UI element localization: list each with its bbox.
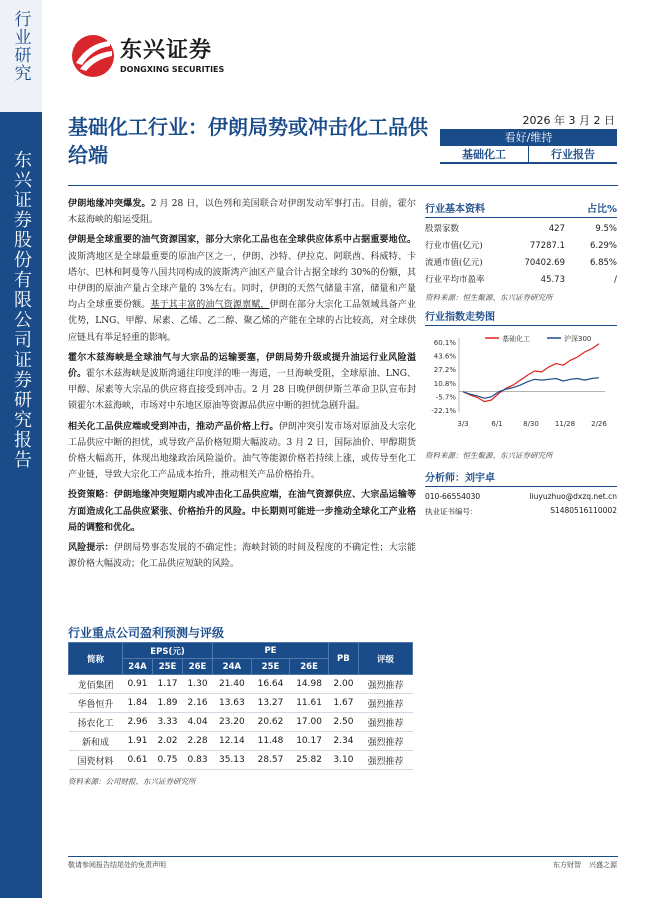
stats-row <box>425 221 617 238</box>
risk-label: 风险提示： <box>68 543 114 554</box>
x-tick-label: 2/26 <box>591 420 607 428</box>
stats-k: 行业平均市盈率 <box>425 275 485 285</box>
report-info-box <box>440 111 617 164</box>
col-year: 26E <box>183 659 213 675</box>
stats-k: 行业市值(亿元) <box>425 241 483 251</box>
table-cell: 23.20 <box>213 713 252 732</box>
series-line <box>463 344 599 402</box>
table-cell: 2.96 <box>122 713 152 732</box>
company-rating: 强烈推荐 <box>358 694 412 713</box>
company-name: 扬农化工 <box>69 713 123 732</box>
company-name: 国瓷材料 <box>69 751 123 770</box>
stats-v1: 45.73 <box>540 275 565 285</box>
paragraph-4-text: 伊朗冲突引发市场对原油及大宗化工品供应中断的担忧，或导致产品价格短期大幅波动。3 月 2 日，国际油价、甲醇期货价格大幅高开，体现出地缘政治风险溢价。油气等能源价格若持续上涨，或传导至化工产业链，导致大宗化工产品成本抬升，推动相关产品价格抬升。 <box>68 421 416 481</box>
stats-row <box>425 238 617 255</box>
paragraph-2-lead: 伊朗是全球重要的油气资源国家，部分大宗化工品也在全球供应体系中占据重要地位。 <box>68 235 416 246</box>
table-cell: 13.27 <box>251 694 290 713</box>
company-logo <box>70 33 225 79</box>
company-name: 华鲁恒升 <box>69 694 123 713</box>
x-tick-label: 11/28 <box>554 420 576 428</box>
table-row <box>69 751 413 770</box>
report-date: 2026 年 3 月 2 日 <box>522 114 615 127</box>
footer-divider <box>68 856 618 857</box>
company-rating: 强烈推荐 <box>358 675 412 694</box>
company-name: 龙佰集团 <box>69 675 123 694</box>
stats-v2: 9.5% <box>595 224 617 234</box>
y-tick-label: 27.2% <box>433 366 456 375</box>
table-cell: 1.84 <box>122 694 152 713</box>
table-cell: 0.91 <box>122 675 152 694</box>
paragraph-1-text: 2 月 28 日，以色列和美国联合对伊朗发动军事打击。目前，霍尔木兹海峡的船运受阻。 <box>68 199 416 226</box>
y-tick-label: -5.7% <box>435 393 456 402</box>
stats-k: 股票家数 <box>425 224 460 234</box>
table-cell: 2.00 <box>328 675 358 694</box>
col-year: 25E <box>251 659 290 675</box>
industry-stats <box>425 200 617 303</box>
stats-v2: / <box>614 275 617 285</box>
table-row <box>69 694 413 713</box>
table-cell: 3.33 <box>153 713 183 732</box>
paragraph-2-underline: 基于其丰富的油气资源禀赋， <box>150 300 270 311</box>
table-cell: 0.61 <box>122 751 152 770</box>
stats-col-header: 占比% <box>586 204 617 215</box>
col-year: 26E <box>290 659 329 675</box>
table-cell: 1.30 <box>183 675 213 694</box>
table-cell: 2.02 <box>153 732 183 751</box>
legend-label: 沪深300 <box>564 335 592 343</box>
paragraph-2 <box>68 232 416 345</box>
table-cell: 2.50 <box>328 713 358 732</box>
y-tick-label: -22.1% <box>431 407 456 415</box>
col-name: 简称 <box>69 643 123 675</box>
company-forecast-table <box>68 642 413 770</box>
paragraph-3-text: 霍尔木兹海峡是波斯湾通往印度洋的唯一海道，一旦海峡受阻，全球原油、LNG、甲醇、尿素等大宗品的供应将直接受到冲击。2 月 28 日晚伊朗伊斯兰革命卫队宣布封锁霍尔木兹海峡，市场对中东地区原油等资源品供应中断的担忧急剧升温。 <box>68 369 416 412</box>
company-rating: 强烈推荐 <box>358 751 412 770</box>
table-row <box>69 675 413 694</box>
analyst-box <box>425 450 617 517</box>
table-cell: 14.98 <box>290 675 329 694</box>
table-cell: 11.48 <box>251 732 290 751</box>
analyst-cert: S1480516110002 <box>550 506 617 515</box>
col-rating: 评级 <box>358 643 412 675</box>
table-cell: 13.63 <box>213 694 252 713</box>
rating-badge: 看好/维持 <box>440 129 617 146</box>
table-cell: 11.61 <box>290 694 329 713</box>
analyst-email[interactable]: liuyuzhuo@dxzq.net.cn <box>529 492 617 501</box>
stats-k: 流通市值(亿元) <box>425 258 483 268</box>
table-cell: 3.10 <box>328 751 358 770</box>
paragraph-5 <box>68 487 416 536</box>
industry-label: 基础化工 <box>462 148 506 161</box>
footer-slogan-1: 东方财智 <box>553 861 581 869</box>
footer-slogan-2: 兴盛之源 <box>589 861 617 869</box>
table-cell: 2.28 <box>183 732 213 751</box>
table-cell: 0.83 <box>183 751 213 770</box>
sidebar-company: 东兴证券股份有限公司证券研究报告 <box>11 150 32 470</box>
table-cell: 1.91 <box>122 732 152 751</box>
paragraph-1-lead: 伊朗地缘冲突爆发。 <box>68 199 151 209</box>
series-line <box>463 378 599 399</box>
paragraph-2-tail: 伊朗在部分大宗化工品领域具备产业优势，LNG、甲醇、尿素、乙烯、乙二醇、聚乙烯的产能在全球的占比较高，对全球供应链具有举足轻重的影响。 <box>68 300 416 343</box>
investment-strategy: 投资策略：伊朗地缘冲突短期内或冲击化工品供应端，在油气资源供应、大宗品运输等方面造成化工品供应紧张、价格抬升的风险。中长期则可能进一步推动全球化工产业格局的调整和优化。 <box>68 490 416 533</box>
table-row <box>69 732 413 751</box>
stats-v1: 70402.69 <box>524 258 565 268</box>
y-tick-label: 43.6% <box>433 352 456 361</box>
paragraph-3-lead: 霍尔木兹海峡是全球油气与大宗品的运输要塞，伊朗局势升级或提升油运行业风险溢价。 <box>68 352 416 380</box>
index-trend-chart <box>425 328 617 448</box>
x-tick-label: 8/30 <box>523 420 539 428</box>
table-source: 资料来源：公司财报、东兴证券研究所 <box>68 777 196 786</box>
paragraph-1 <box>68 196 416 228</box>
table-cell: 12.14 <box>213 732 252 751</box>
stats-v1: 427 <box>548 224 565 234</box>
footer-slogan <box>500 860 617 870</box>
header-divider <box>68 185 618 186</box>
table-cell: 1.67 <box>328 694 358 713</box>
footer-disclaimer: 敬请参阅报告结尾处的免责声明 <box>68 861 166 869</box>
x-tick-label: 6/1 <box>491 420 503 428</box>
logo-text-en: DONGXING SECURITIES <box>120 65 225 74</box>
col-year: 24A <box>213 659 252 675</box>
table-cell: 35.13 <box>213 751 252 770</box>
table-cell: 28.57 <box>251 751 290 770</box>
col-pb: PB <box>328 643 358 675</box>
analyst-cert-label: 执业证书编号： <box>425 507 478 516</box>
table-cell: 0.75 <box>153 751 183 770</box>
analyst-phone: 010-66554030 <box>425 492 481 501</box>
col-year: 24A <box>122 659 152 675</box>
y-tick-label: 10.8% <box>433 379 456 388</box>
table-title: 行业重点公司盈利预测与评级 <box>68 626 225 640</box>
company-rating: 强烈推荐 <box>358 732 412 751</box>
table-cell: 1.89 <box>153 694 183 713</box>
table-cell: 21.40 <box>213 675 252 694</box>
chart-title: 行业指数走势图 <box>425 308 617 326</box>
legend-label: 基础化工 <box>502 335 530 343</box>
y-tick-label: 60.1% <box>433 339 456 347</box>
table-cell: 17.00 <box>290 713 329 732</box>
col-year: 25E <box>153 659 183 675</box>
chart-source: 资料来源：恒生聚源、东兴证券研究所 <box>425 451 553 460</box>
analyst-name: 分析师：刘宇卓 <box>425 469 617 487</box>
stats-row <box>425 255 617 272</box>
company-rating: 强烈推荐 <box>358 713 412 732</box>
table-row <box>69 713 413 732</box>
company-name: 新和成 <box>69 732 123 751</box>
stats-v2: 6.85% <box>589 258 617 268</box>
report-title: 基础化工行业：伊朗局势或冲击化工品供给端 <box>68 115 428 167</box>
paragraph-6 <box>68 540 416 572</box>
logo-text-cn: 东兴证券 <box>120 38 213 63</box>
col-eps: EPS(元) <box>122 643 212 659</box>
table-cell: 2.34 <box>328 732 358 751</box>
table-cell: 25.82 <box>290 751 329 770</box>
report-body <box>68 196 416 576</box>
report-type-label: 行业报告 <box>528 146 617 162</box>
paragraph-4 <box>68 419 416 484</box>
logo-icon <box>70 33 116 79</box>
stats-row <box>425 272 617 289</box>
table-cell: 1.17 <box>153 675 183 694</box>
table-cell: 2.16 <box>183 694 213 713</box>
table-cell: 20.62 <box>251 713 290 732</box>
sidebar-category: 行业研究 <box>10 10 31 82</box>
stats-v2: 6.29% <box>589 241 617 251</box>
table-cell: 4.04 <box>183 713 213 732</box>
stats-title: 行业基本资料 <box>425 204 485 215</box>
stats-source: 资料来源：恒生聚源、东兴证券研究所 <box>425 293 553 302</box>
paragraph-3 <box>68 350 416 415</box>
paragraph-4-lead: 相关化工品供应端或受到冲击，推动产品价格上行。 <box>68 421 279 432</box>
table-cell: 16.64 <box>251 675 290 694</box>
stats-v1: 77287.1 <box>529 241 565 251</box>
risk-text: 伊朗局势事态发展的不确定性；海峡封锁的时间及程度的不确定性；大宗能源价格大幅波动；化工品供应短缺的风险。 <box>68 543 416 570</box>
table-cell: 10.17 <box>290 732 329 751</box>
col-pe: PE <box>213 643 329 659</box>
paragraph-2-text: 波斯湾地区是全球最重要的原油产区之一，伊朗、沙特、伊拉克、阿联酋、科威特、卡塔尔、巴林和阿曼等八国共同构成的波斯湾产油区产量合计占据全球约 30%的份额，其中伊朗的原油产量占全球产量的 3%左右。同时，伊朗的天然气储量丰富，储量和产量均占全球重要份额。 <box>68 251 416 311</box>
x-tick-label: 3/3 <box>457 420 469 428</box>
